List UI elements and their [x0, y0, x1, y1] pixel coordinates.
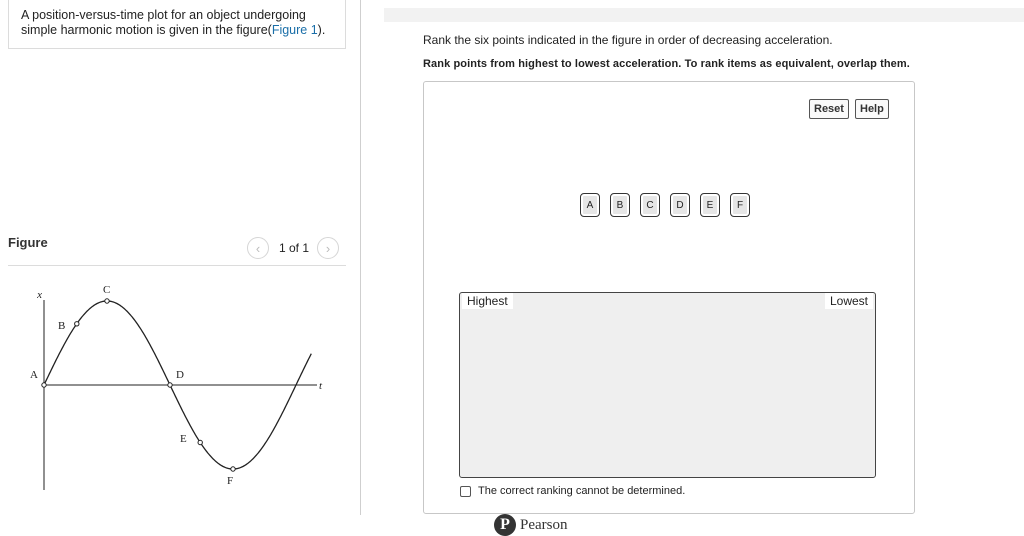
- figure-panel: [0, 0, 361, 515]
- tile-f[interactable]: F: [730, 193, 750, 217]
- point-label-d: D: [176, 369, 184, 381]
- axis-label-t: t: [319, 380, 323, 392]
- ranking-tiles: [580, 193, 750, 217]
- problem-prompt: [8, 0, 346, 49]
- prompt-text-before: A position-versus-time plot for an object undergoing simple harmonic motion is given in the figure(: [21, 8, 306, 37]
- figure-heading: Figure: [8, 235, 48, 250]
- prompt-text-after: ).: [317, 23, 326, 37]
- point-label-c: C: [103, 284, 111, 296]
- chevron-left-icon[interactable]: ‹: [247, 237, 269, 259]
- help-button[interactable]: Help: [855, 99, 889, 119]
- prompt-text: [21, 8, 341, 38]
- point-marker-c: [105, 299, 109, 303]
- question-text: Rank the six points indicated in the figure in order of decreasing acceleration.: [423, 33, 833, 47]
- point-marker-b: [75, 322, 79, 326]
- figure-pager: [247, 237, 339, 259]
- point-marker-f: [231, 467, 235, 471]
- chevron-right-icon[interactable]: ›: [317, 237, 339, 259]
- tile-b[interactable]: B: [610, 193, 630, 217]
- zone-label-lowest: Lowest: [825, 293, 873, 309]
- point-marker-a: [42, 383, 46, 387]
- cannot-determine-label: The correct ranking cannot be determined.: [478, 485, 686, 497]
- position-time-plot: [20, 278, 340, 493]
- axis-label-x: x: [37, 289, 42, 301]
- point-marker-e: [198, 440, 202, 444]
- pearson-logo: [494, 514, 568, 536]
- point-label-f: F: [227, 475, 234, 487]
- tile-a[interactable]: A: [580, 193, 600, 217]
- point-marker-d: [168, 383, 172, 387]
- ranking-drop-zone[interactable]: [459, 292, 876, 478]
- cannot-determine-option[interactable]: [460, 485, 685, 497]
- pearson-brand-text: Pearson: [520, 516, 568, 533]
- tile-e[interactable]: E: [700, 193, 720, 217]
- ranking-widget: [423, 81, 915, 514]
- point-label-a: A: [30, 369, 38, 381]
- zone-label-highest: Highest: [462, 293, 513, 309]
- divider: [8, 265, 346, 266]
- reset-button[interactable]: Reset: [809, 99, 849, 119]
- tile-d[interactable]: D: [670, 193, 690, 217]
- pearson-logo-icon: P: [494, 514, 516, 536]
- tile-c[interactable]: C: [640, 193, 660, 217]
- point-label-b: B: [58, 320, 66, 332]
- point-label-e: E: [180, 433, 187, 445]
- instruction-text: Rank points from highest to lowest acceleration. To rank items as equivalent, overlap them.: [423, 58, 910, 70]
- pager-count: 1 of 1: [279, 241, 310, 255]
- figure-link[interactable]: Figure 1: [271, 23, 318, 37]
- header-bar: [384, 8, 1024, 22]
- cannot-determine-checkbox[interactable]: [460, 486, 471, 497]
